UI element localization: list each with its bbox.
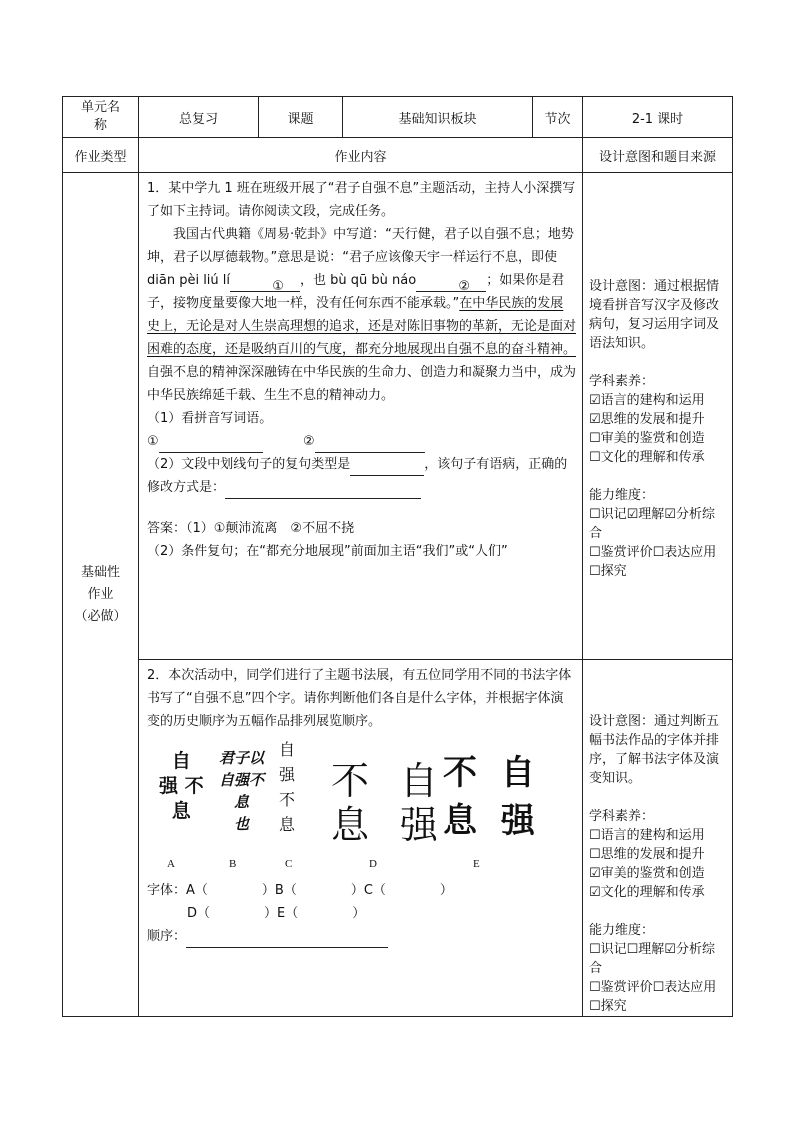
d2-literacy-1: ☐语言的建构和运用: [589, 828, 705, 843]
q1-intro: 1．某中学九 1 班在班级开展了“君子自强不息”主题活动，主持人小深撰写了如下主持词。请你阅读文段，完成任务。: [147, 181, 576, 219]
blank-2[interactable]: [416, 275, 486, 292]
blank-1[interactable]: [230, 275, 300, 292]
q1-passage-part-b: ，也 bù qū bù náo: [300, 273, 417, 288]
calligraphy-b: [219, 747, 264, 835]
label-d: D: [369, 858, 377, 870]
calli-c-line-2: 强: [279, 765, 296, 784]
d1-literacy-4: ☐文化的理解和传承: [589, 450, 705, 465]
q2-intro: 2．本次活动中，同学们进行了主题书法展，有五位同学用不同的书法字体书写了“自强不息”四个字。请你判断他们各自是什么字体，并根据字体演变的历史顺序为五幅作品排列展览顺序。: [147, 668, 572, 729]
calli-c-line-1: 自: [279, 740, 296, 759]
calligraphy-c: [279, 737, 295, 837]
session-label: 节次: [533, 97, 583, 138]
q1-answer-2: （2）条件复句；在“都充分地展现”前面加主语“我们”或“人们”: [147, 544, 508, 559]
blank-1-mark: ①: [272, 279, 284, 294]
sub1-blank-2[interactable]: [315, 436, 425, 453]
question-2-row: [63, 660, 733, 1017]
sub2-text-b: ，该句子有语病，正确的修改方式是：: [147, 457, 568, 495]
design-intent-1: [583, 173, 733, 660]
type-line-1: 基础性: [80, 564, 120, 580]
session-value: 2-1 课时: [583, 97, 733, 138]
question-1-row: [63, 173, 733, 660]
sub1-mark-1: ①: [147, 434, 159, 449]
q1-underlined-sentence: 在中华民族的发展史上，无论是对人生崇高理想的追求，还是对陈旧事物的革新，无论是面对困难的态度，还是吸纳百川的气度，都充分地展现出自强不息的奋斗精神。: [147, 296, 577, 357]
calli-c-line-3: 不: [279, 790, 296, 809]
calli-b-line-4: 也: [234, 815, 250, 833]
calli-a-line-3: 息: [171, 800, 191, 822]
font-d-label: D（: [187, 906, 211, 921]
content-label: 作业内容: [139, 138, 583, 173]
header-row: [63, 97, 733, 138]
design-label: 设计意图和题目来源: [583, 138, 733, 173]
calligraphy-gallery: [147, 737, 576, 873]
type-line-3: （必做）: [74, 608, 127, 624]
label-a: A: [167, 858, 175, 870]
font-a-label: 字体：A（: [147, 883, 208, 898]
d1-ability-title: 能力维度：: [589, 488, 655, 503]
type-line-2: 作业: [87, 586, 114, 602]
order-line: [147, 925, 576, 948]
unit-label: 单元名称: [63, 97, 139, 138]
calli-a-line-2: 强 不: [159, 775, 204, 797]
label-b: B: [229, 858, 237, 870]
calli-e-line-1: 不 自: [443, 753, 541, 793]
unit-value: 总复习: [139, 97, 259, 138]
font-c-label: ）C（: [350, 883, 386, 898]
font-answers-line-2: [147, 902, 576, 925]
calligraphy-e: [443, 749, 541, 845]
sub1-mark-2: ②: [302, 434, 315, 449]
header-row-2: [63, 138, 733, 173]
sub1-blank-1[interactable]: [159, 436, 263, 453]
calligraphy-a: [159, 749, 204, 824]
d1-literacy-2: ☑思维的发展和提升: [589, 412, 705, 427]
q1-passage: [147, 223, 576, 407]
calli-b-line-2: 自强不: [219, 771, 265, 789]
blank-2-mark: ②: [458, 279, 471, 294]
q1-answer-1: 答案：（1）①颠沛流离 ②不屈不挠: [147, 521, 355, 536]
calli-d-line-2: 息 强: [331, 803, 442, 847]
sub2-blank-1[interactable]: [350, 459, 424, 476]
label-c: C: [285, 858, 293, 870]
calli-d-line-1: 不 自: [331, 759, 442, 803]
q1-passage-part-a: 我国古代典籍《周易·乾卦》中写道：“天行健，君子以自强不息；地势坤，君子以厚德载物。”意思是说：“君子应该像天宇一样运行不息，即使 diān pèi liú lí: [147, 227, 574, 288]
topic-label: 课题: [259, 97, 343, 138]
d1-ability-1: ☐识记☑理解☑分析综合: [589, 507, 715, 541]
d2-ability-title: 能力维度：: [589, 923, 655, 938]
sub2-blank-2[interactable]: [225, 482, 421, 499]
calli-e-line-2: 息 强: [443, 801, 541, 841]
q1-sub2: [147, 453, 576, 499]
homework-table: [62, 96, 733, 1017]
font-b-label: ）B（: [261, 883, 297, 898]
calligraphy-d: [331, 759, 442, 847]
design-intent-2: [583, 660, 733, 1017]
d2-literacy-2: ☐思维的发展和提升: [589, 847, 705, 862]
d2-literacy-4: ☑文化的理解和传承: [589, 885, 705, 900]
d1-literacy-title: 学科素养：: [589, 374, 655, 389]
type-label: 作业类型: [63, 138, 139, 173]
q1-sub1: （1）看拼音写词语。: [147, 411, 273, 426]
font-close-2: ）: [352, 906, 366, 921]
d2-intent: 设计意图：通过判断五幅书法作品的字体并排序，了解书法字体及演变知识。: [589, 714, 720, 786]
question-2-content: [139, 660, 583, 1017]
q1-passage-part-d: 自强不息的精神深深融铸在中华民族的生命力、创造力和凝聚力当中，成为中华民族绵延千载、生生不息的精神动力。: [147, 365, 577, 403]
d2-ability-1: ☐识记☐理解☑分析综合: [589, 942, 715, 976]
order-label: 顺序：: [147, 929, 187, 944]
q1-sub1-answers: [147, 430, 576, 453]
calli-b-line-3: 息: [234, 793, 250, 811]
calli-c-line-4: 息: [279, 815, 296, 834]
font-e-label: ）E（: [264, 906, 299, 921]
sub2-text-a: （2）文段中划线句子的复句类型是: [147, 457, 351, 472]
d2-literacy-3: ☑审美的鉴赏和创造: [589, 866, 705, 881]
order-blank[interactable]: [186, 931, 388, 948]
font-answers-line-1: [147, 879, 576, 902]
font-close: ）: [439, 883, 453, 898]
homework-type-cell: [63, 173, 139, 1017]
topic-value: 基础知识板块: [343, 97, 533, 138]
d1-literacy-3: ☐审美的鉴赏和创造: [589, 431, 705, 446]
calli-a-line-1: 自: [171, 750, 191, 772]
q1-passage-part-c: ；如果你是君子，接物度量要像大地一样，没有任何东西不能承载。”: [147, 273, 565, 311]
question-1-content: [139, 173, 583, 660]
d1-intent: 设计意图：通过根据情境看拼音写汉字及修改病句，复习运用字词及语法知识。: [589, 279, 720, 351]
calli-b-line-1: 君子以: [219, 749, 265, 767]
label-e: E: [473, 858, 480, 870]
d1-literacy-1: ☑语言的建构和运用: [589, 393, 705, 408]
d1-ability-2: ☐鉴赏评价☐表达应用☐探究: [589, 545, 717, 579]
d2-ability-2: ☐鉴赏评价☐表达应用☐探究: [589, 980, 717, 1014]
d2-literacy-title: 学科素养：: [589, 809, 655, 824]
